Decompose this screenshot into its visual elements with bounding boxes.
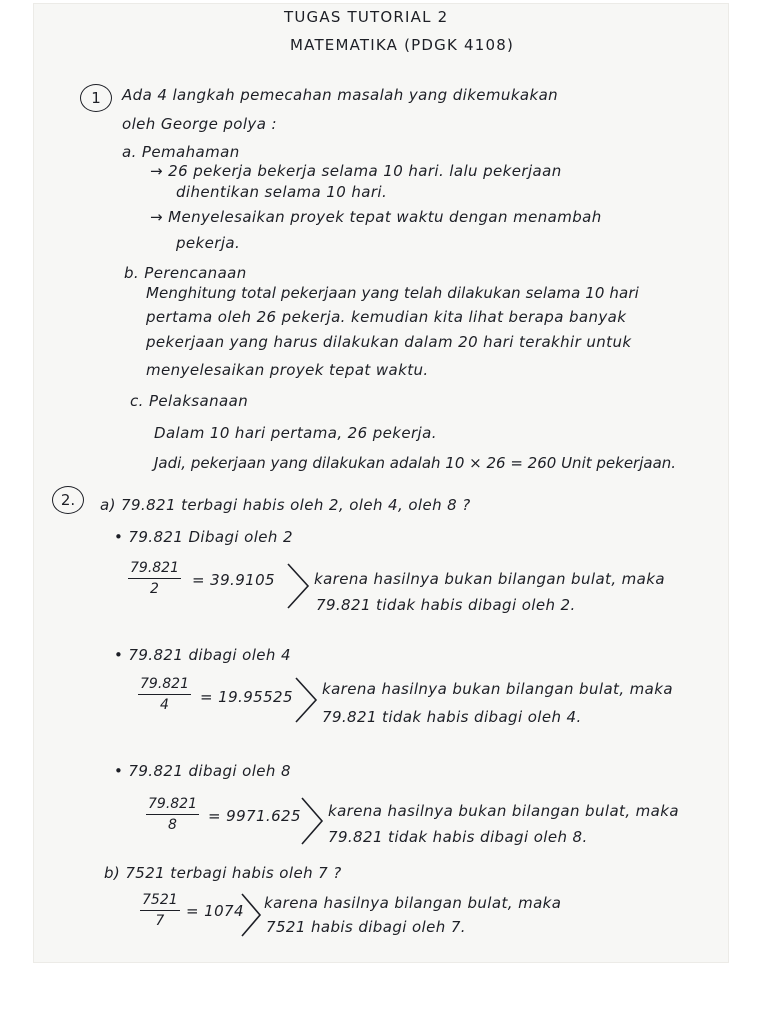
numerator: 79.821 <box>138 676 191 695</box>
q2-item-1-reason-2: 79.821 tidak habis dibagi oleh 2. <box>316 596 576 614</box>
q2-b-reason-1: karena hasilnya bilangan bulat, maka <box>264 894 562 912</box>
q1-b-heading: b. Perencanaan <box>124 264 247 282</box>
q1-c-heading: c. Pelaksanaan <box>130 392 249 410</box>
page-subtitle: MATEMATIKA (PDGK 4108) <box>290 36 515 54</box>
q1-a-line-4: pekerja. <box>176 234 241 252</box>
question-1-number: 1 <box>80 84 112 112</box>
q2-item-3-result: = 9971.625 <box>208 807 301 825</box>
q2-b-question: b) 7521 terbagi habis oleh 7 ? <box>104 864 342 882</box>
q1-c-line-2: Jadi, pekerjaan yang dilakukan adalah 10 × 26 = 260 Unit pekerjaan. <box>154 454 677 472</box>
q2-item-2-heading: • 79.821 dibagi oleh 4 <box>114 646 291 664</box>
q1-b-line-1: Menghitung total pekerjaan yang telah dilakukan selama 10 hari <box>146 284 639 302</box>
q2-item-1-result: = 39.9105 <box>192 571 275 589</box>
q2-b-fraction <box>140 892 180 929</box>
numerator: 7521 <box>140 892 180 911</box>
q1-a-line-1: → 26 pekerja bekerja selama 10 hari. lalu pekerjaan <box>150 162 562 180</box>
denominator: 8 <box>168 817 177 833</box>
q1-intro-line-1: Ada 4 langkah pemecahan masalah yang dikemukakan <box>122 86 559 104</box>
question-2-number: 2. <box>52 486 84 514</box>
q1-a-line-2: dihentikan selama 10 hari. <box>176 183 388 201</box>
q1-a-heading: a. Pemahaman <box>122 143 240 161</box>
denominator: 2 <box>150 581 159 597</box>
closing-brace-icon <box>284 562 314 610</box>
q2-a-question: a) 79.821 terbagi habis oleh 2, oleh 4, oleh 8 ? <box>100 496 471 514</box>
numerator: 79.821 <box>146 796 199 815</box>
q1-a-line-3: → Menyelesaikan proyek tepat waktu dengan menambah <box>150 208 602 226</box>
q2-item-1-heading: • 79.821 Dibagi oleh 2 <box>114 528 293 546</box>
q2-item-2-fraction <box>138 676 191 713</box>
q2-item-3-heading: • 79.821 dibagi oleh 8 <box>114 762 291 780</box>
closing-brace-icon <box>298 796 328 846</box>
denominator: 4 <box>160 697 169 713</box>
page-title: TUGAS TUTORIAL 2 <box>284 8 449 26</box>
q1-b-line-2: pertama oleh 26 pekerja. kemudian kita lihat berapa banyak <box>146 308 627 326</box>
denominator: 7 <box>155 913 165 929</box>
q1-b-line-3: pekerjaan yang harus dilakukan dalam 20 hari terakhir untuk <box>146 333 632 351</box>
q2-item-2-result: = 19.95525 <box>200 688 293 706</box>
q2-item-2-reason-2: 79.821 tidak habis dibagi oleh 4. <box>322 708 582 726</box>
closing-brace-icon <box>292 676 322 724</box>
q2-item-1-fraction <box>128 560 181 597</box>
q1-intro-line-2: oleh George polya : <box>122 115 277 133</box>
q2-item-1-reason-1: karena hasilnya bukan bilangan bulat, maka <box>314 570 665 588</box>
q2-b-result: = 1074 <box>186 902 244 920</box>
q2-item-3-reason-2: 79.821 tidak habis dibagi oleh 8. <box>328 828 588 846</box>
q2-b-reason-2: 7521 habis dibagi oleh 7. <box>266 918 466 936</box>
numerator: 79.821 <box>128 560 181 579</box>
q1-b-line-4: menyelesaikan proyek tepat waktu. <box>146 361 429 379</box>
q2-item-3-fraction <box>146 796 199 833</box>
closing-brace-icon <box>238 892 266 938</box>
q2-item-2-reason-1: karena hasilnya bukan bilangan bulat, maka <box>322 680 673 698</box>
q1-c-line-1: Dalam 10 hari pertama, 26 pekerja. <box>154 424 437 442</box>
q2-item-3-reason-1: karena hasilnya bukan bilangan bulat, maka <box>328 802 679 820</box>
